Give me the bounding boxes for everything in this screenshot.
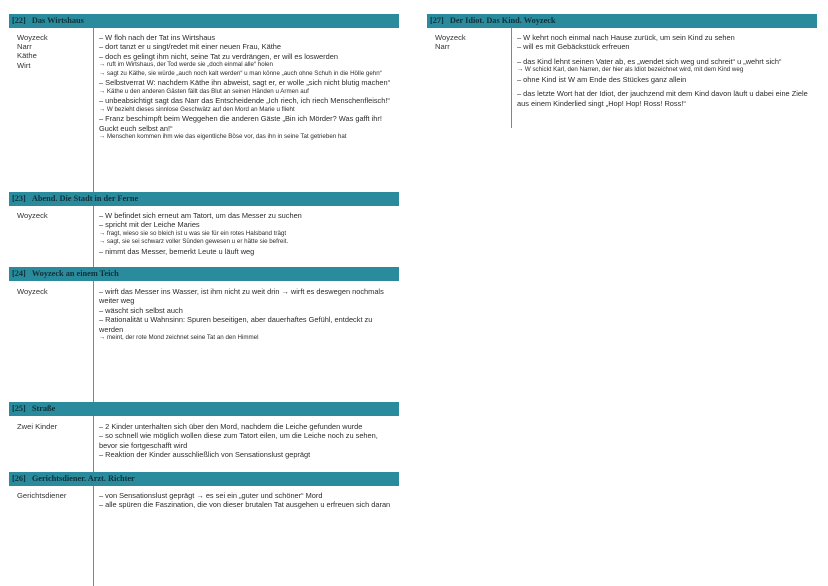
section-header-27 <box>427 14 817 28</box>
section-number: [27] <box>430 16 444 25</box>
section-header-26 <box>9 472 399 486</box>
character-name: Zwei Kinder <box>17 422 58 431</box>
character-name: Woyzeck <box>17 33 48 42</box>
note-line: – W befindet sich erneut am Tatort, um das Messer zu suchen <box>99 211 302 220</box>
note-line: – will es mit Gebäckstück erfreuen <box>517 42 630 52</box>
note-line: → W schickt Karl, den Narren, der hier als Idiot bezeichnet wird, mit dem Kind weg <box>517 66 744 74</box>
character-list-23 <box>17 211 97 220</box>
note-line: – W floh nach der Tat ins Wirtshaus <box>99 33 216 42</box>
character-name: Woyzeck <box>435 33 466 42</box>
note-line: – spricht mit der Leiche Maries <box>99 220 200 230</box>
note-line: – das Kind lehnt seinen Vater ab, es „wendet sich weg und schreit“ u „wehrt sich“ <box>517 56 782 66</box>
note-line: – W kehrt noch einmal nach Hause zurück, um sein Kind zu sehen <box>517 33 735 42</box>
section-number: [24] <box>12 269 26 278</box>
section-number: [26] <box>12 474 26 483</box>
note-line: → W bezieht dieses sinnlose Geschwätz auf den Mord an Marie u flieht <box>99 105 295 113</box>
note-line: – dort tanzt er u singt/redet mit einer neuen Frau, Käthe <box>99 42 281 52</box>
character-name: Käthe <box>17 51 37 61</box>
notes-22 <box>99 33 397 142</box>
note-line: – Reaktion der Kinder ausschließlich von Sensationslust geprägt <box>99 450 311 460</box>
note-line: → meint, der rote Mond zeichnet seine Tat an den Himmel <box>99 334 259 342</box>
note-line: → Käthe u den anderen Gästen fällt das Blut an seinen Händen u Armen auf <box>99 87 309 95</box>
note-line: – doch es gelingt ihm nicht, seine Tat zu verdrängen, er will es loswerden <box>99 51 338 61</box>
character-name: Narr <box>17 42 32 52</box>
note-line: → fragt, wieso sie so bleich ist u was sie für ein rotes Halsband trägt <box>99 229 287 237</box>
section-header-23 <box>9 192 399 206</box>
section-title: Straße <box>31 404 56 413</box>
note-line: → sagt, sie sei schwarz voller Sünden gewesen u er hätte sie befreit. <box>99 238 289 246</box>
note-line: → ruft im Wirtshaus, der Tod werde sie „doch einmal alle“ holen <box>99 61 273 69</box>
note-line: – so schnell wie möglich wollen diese zum Tatort eilen, um die Leiche noch zu sehen, bevor sie fortgeschafft wird <box>99 431 378 450</box>
section-number: [23] <box>12 194 26 203</box>
note-line: – ohne Kind ist W am Ende des Stückes ganz allein <box>517 74 687 84</box>
note-line: – das letzte Wort hat der Idiot, der jauchzend mit dem Kind davon läuft u dabei eine Ziele aus einem Kinderlied singt „Hop! Hop! Ross! Ross!“ <box>517 89 808 108</box>
note-line: – 2 Kinder unterhalten sich über den Mord, nachdem die Leiche gefunden wurde <box>99 422 363 431</box>
notes-25 <box>99 422 397 460</box>
note-line: – wäscht sich selbst auch <box>99 305 183 315</box>
section-number: [22] <box>12 16 26 25</box>
character-list-24 <box>17 287 97 296</box>
character-list-26 <box>17 491 97 500</box>
character-list-25 <box>17 422 97 431</box>
section-number: [25] <box>12 404 26 413</box>
note-line: → Menschen kommen ihm wie das eigentliche Böse vor, das ihn in seine Tat getrieben hat <box>99 133 347 141</box>
section-title: Gerichtsdiener. Arzt. Richter <box>31 474 135 483</box>
character-name: Woyzeck <box>17 211 48 220</box>
character-name: Wirt <box>17 60 31 70</box>
section-header-25 <box>9 402 399 416</box>
note-line: – von Sensationslust geprägt → es sei ein „guter und schöner“ Mord <box>99 491 323 500</box>
note-line: – wirft das Messer ins Wasser, ist ihm nicht zu weit drin → wirft es deswegen nochmals weiter weg <box>99 287 384 306</box>
note-line: – unbeabsichtigt sagt das Narr das Entscheidende „Ich riech, ich riech Menschenfleisch!“ <box>99 96 390 106</box>
character-list-27 <box>435 33 515 51</box>
section-title: Abend. Die Stadt in der Ferne <box>31 194 139 203</box>
character-name: Narr <box>435 42 450 52</box>
notes-23 <box>99 211 397 256</box>
section-header-22 <box>9 14 399 28</box>
note-line: → sagt zu Käthe, sie würde „auch noch kalt werden“ u man könne „auch ohne Schuh in die Hölle gehn“ <box>99 69 382 77</box>
character-list-22 <box>17 33 97 70</box>
character-name: Woyzeck <box>17 287 48 296</box>
note-line: – Franz beschimpft beim Weggehen die anderen Gäste „Bin ich Mörder? Was gafft ihr! Guckt euch selbst an!“ <box>99 114 382 133</box>
notes-24 <box>99 287 397 343</box>
section-header-24 <box>9 267 399 281</box>
notes-27 <box>517 33 815 108</box>
character-name: Gerichtsdiener <box>17 491 67 500</box>
section-title: Der Idiot. Das Kind. Woyzeck <box>449 16 556 25</box>
note-line: – alle spüren die Faszination, die von dieser brutalen Tat ausgehen u erfreuen sich daran <box>99 500 391 510</box>
notes-26 <box>99 491 397 510</box>
note-line: – nimmt das Messer, bemerkt Leute u läuft weg <box>99 247 255 256</box>
column-divider <box>511 14 512 128</box>
note-line: – Selbstverrat W: nachdem Käthe ihn abweist, sagt er, er wolle „sich nicht blutig machen“ <box>99 78 391 88</box>
note-line: – Rationalität u Wahnsinn: Spuren beseitigen, aber dauerhaftes Gefühl, entdeckt zu werden <box>99 315 373 334</box>
section-title: Das Wirtshaus <box>31 16 84 25</box>
section-title: Woyzeck an einem Teich <box>31 269 119 278</box>
